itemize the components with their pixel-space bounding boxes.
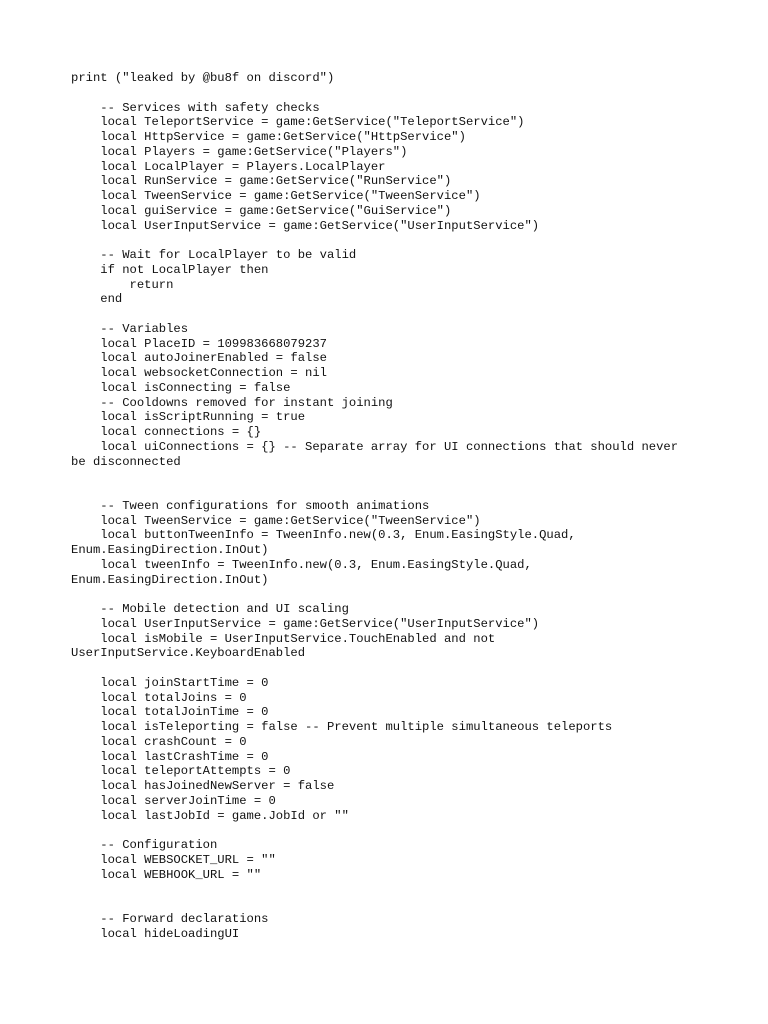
code-line: -- Forward declarations <box>71 911 269 926</box>
code-line: be disconnected <box>71 454 181 469</box>
blank-line <box>71 661 711 676</box>
code-line: local isConnecting = false <box>71 380 291 395</box>
blank-line <box>71 587 711 602</box>
code-line: local isMobile = UserInputService.TouchEnabled and not <box>71 631 496 646</box>
blank-line <box>71 307 711 322</box>
code-line: print ("leaked by @bu8f on discord") <box>71 71 335 85</box>
code-line: local uiConnections = {} -- Separate array for UI connections that should never <box>71 439 679 454</box>
code-line: local LocalPlayer = Players.LocalPlayer <box>71 159 386 174</box>
blank-line <box>71 823 711 838</box>
code-line: -- Cooldowns removed for instant joining <box>71 395 393 410</box>
code-line: -- Services with safety checks <box>71 100 320 115</box>
code-line: local TweenService = game:GetService("TweenService") <box>71 189 481 203</box>
code-line: local guiService = game:GetService("GuiService") <box>71 203 452 218</box>
blank-line <box>71 897 711 912</box>
code-line: Enum.EasingDirection.InOut) <box>71 543 269 557</box>
code-line: -- Configuration <box>71 838 218 852</box>
code-line: local HttpService = game:GetService("HttpService") <box>71 130 466 144</box>
code-line: local isTeleporting = false -- Prevent multiple simultaneous teleports <box>71 720 613 734</box>
code-line: if not LocalPlayer then <box>71 262 269 277</box>
code-line: local Players = game:GetService("Players") <box>71 144 408 159</box>
code-line: local autoJoinerEnabled = false <box>71 351 327 366</box>
code-line: local TweenService = game:GetService("TweenService") <box>71 513 481 528</box>
code-line: local buttonTweenInfo = TweenInfo.new(0.3, Enum.EasingStyle.Quad, <box>71 528 576 543</box>
code-line: local WEBHOOK_URL = "" <box>71 867 262 882</box>
code-line: local hideLoadingUI <box>71 926 240 941</box>
code-line: -- Tween configurations for smooth animations <box>71 498 430 513</box>
code-line: local WEBSOCKET_URL = "" <box>71 852 276 867</box>
code-line: local hasJoinedNewServer = false <box>71 779 335 793</box>
code-line: local lastJobId = game.JobId or "" <box>71 808 349 823</box>
code-line: local connections = {} <box>71 425 262 439</box>
code-line: local UserInputService = game:GetService("UserInputService") <box>71 616 540 631</box>
blank-line <box>71 882 711 897</box>
code-line: local serverJoinTime = 0 <box>71 793 276 808</box>
code-line: return <box>71 277 174 292</box>
code-line: end <box>71 292 123 307</box>
code-line: local tweenInfo = TweenInfo.new(0.3, Enum.EasingStyle.Quad, <box>71 557 532 572</box>
code-line: local joinStartTime = 0 <box>71 675 269 690</box>
code-line: local TeleportService = game:GetService("TeleportService") <box>71 115 525 130</box>
code-line: Enum.EasingDirection.InOut) <box>71 572 269 587</box>
code-line: local totalJoinTime = 0 <box>71 705 269 720</box>
code-line: local isScriptRunning = true <box>71 410 306 425</box>
code-line: UserInputService.KeyboardEnabled <box>71 646 306 661</box>
code-listing <box>71 71 711 941</box>
code-line: local RunService = game:GetService("RunService") <box>71 174 452 189</box>
blank-line <box>71 233 711 248</box>
code-line: -- Mobile detection and UI scaling <box>71 602 349 616</box>
blank-line <box>71 86 711 101</box>
code-line: local UserInputService = game:GetService("UserInputService") <box>71 218 540 233</box>
code-line: local websocketConnection = nil <box>71 366 327 380</box>
code-line: local totalJoins = 0 <box>71 690 247 705</box>
code-line: local PlaceID = 109983668079237 <box>71 336 327 351</box>
code-line: local lastCrashTime = 0 <box>71 749 269 764</box>
blank-line <box>71 469 711 484</box>
code-line: -- Variables <box>71 321 189 336</box>
blank-line <box>71 484 711 499</box>
code-line: local teleportAttempts = 0 <box>71 764 291 779</box>
code-line: -- Wait for LocalPlayer to be valid <box>71 248 357 262</box>
code-line: local crashCount = 0 <box>71 734 247 749</box>
